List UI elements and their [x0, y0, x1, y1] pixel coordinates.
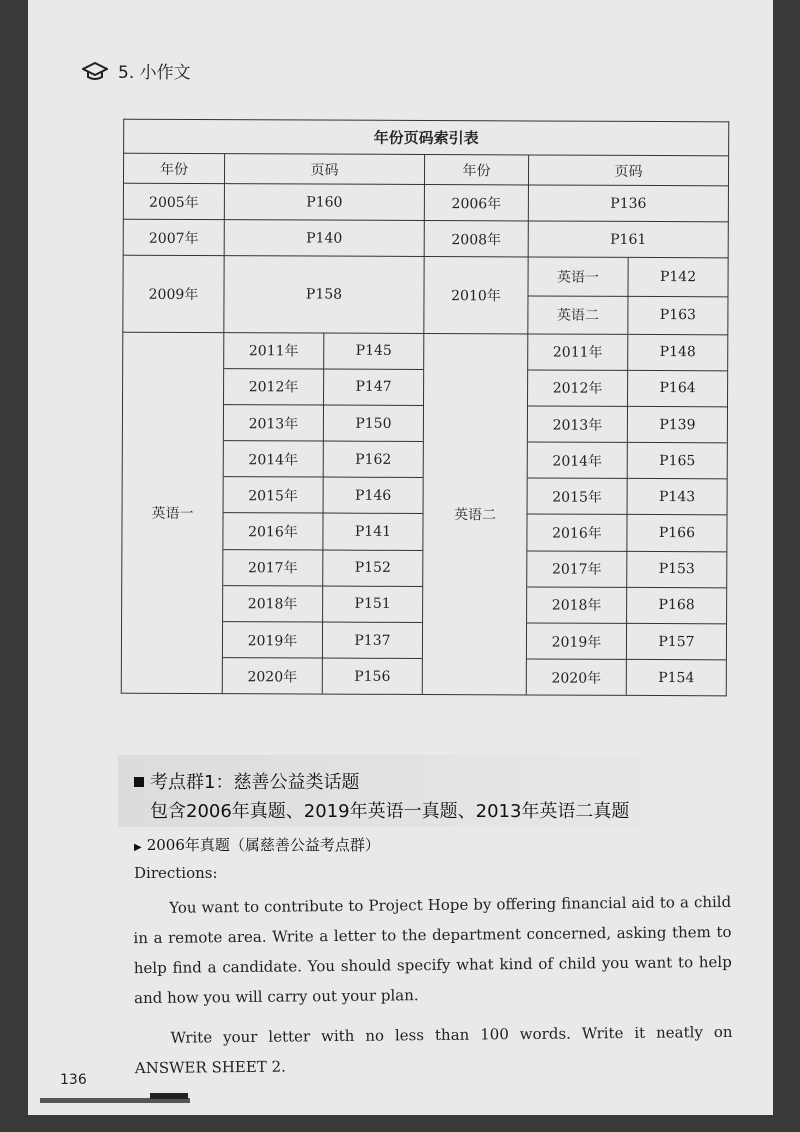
table-row — [527, 587, 726, 624]
page-cell: P153 — [627, 551, 727, 588]
year-cell: 2020年 — [527, 659, 627, 695]
year-cell: 2010年 — [424, 256, 528, 333]
year-cell: 2007年 — [123, 219, 224, 255]
exam-prompt-body — [133, 887, 733, 1083]
year-page-index-table — [121, 119, 730, 697]
page-cell: P143 — [627, 479, 727, 516]
english-one-label: 英语一 — [121, 332, 224, 693]
year-cell: 2019年 — [527, 623, 627, 660]
table-row — [528, 442, 727, 479]
page-cell: P158 — [224, 256, 424, 334]
page-cell: P164 — [628, 370, 728, 407]
table-row — [224, 368, 423, 405]
prompt-paragraph: Write your letter with no less than 100 words. Write it neatly on ANSWER SHEET 2. — [134, 1022, 733, 1078]
graduation-cap-icon — [82, 62, 108, 80]
year-cell: 2012年 — [224, 368, 324, 405]
year-cell: 2012年 — [528, 370, 628, 407]
year-cell: 2014年 — [224, 441, 324, 478]
year-cell: 2013年 — [224, 405, 324, 442]
page-number: 136 — [60, 1072, 87, 1088]
table-row — [224, 333, 423, 369]
topic-group-title — [134, 768, 359, 794]
table-row — [528, 370, 727, 407]
exam-label: 英语二 — [528, 295, 628, 333]
year-cell: 2008年 — [424, 220, 528, 256]
page-cell: P137 — [322, 622, 422, 659]
table-row — [528, 334, 727, 370]
page-cell: P166 — [627, 515, 727, 552]
year-cell: 2017年 — [527, 551, 627, 588]
page-cell: P156 — [354, 668, 391, 685]
year-cell: 2015年 — [224, 477, 324, 514]
year-cell: 2016年 — [223, 513, 323, 550]
year-cell: 2019年 — [223, 622, 323, 659]
page-cell: P136 — [528, 185, 728, 222]
page-cell: P145 — [324, 334, 424, 370]
year-cell: 2013年 — [528, 406, 628, 443]
year-2010-subtable — [528, 257, 727, 334]
table-row — [224, 441, 423, 478]
square-bullet-icon — [134, 777, 144, 787]
page-cell: P154 — [658, 669, 695, 686]
year-cell: 2011年 — [224, 333, 324, 369]
page-cell: P152 — [323, 550, 423, 587]
table-row — [223, 658, 422, 694]
page-cell: P161 — [528, 221, 728, 258]
year-cell: 2006年 — [424, 184, 528, 220]
english-two-year-list — [527, 334, 728, 695]
year-cell: 2018年 — [527, 587, 627, 624]
prompt-paragraph: You want to contribute to Project Hope by offering financial aid to a child in a remote area. Write a letter to the department concerned, asking them to help find a candidate. You should specify what kind of child you want to help and how you will carry out your plan. — [133, 892, 732, 1008]
col-header-year: 年份 — [123, 153, 224, 183]
year-cell: 2016年 — [527, 514, 627, 551]
page-cell: P146 — [323, 477, 423, 514]
exam-label: 英语一 — [528, 257, 628, 295]
year-2010-subtable-cell — [528, 257, 728, 335]
col-header-page: 页码 — [224, 154, 424, 185]
year-cell: 2011年 — [528, 334, 628, 370]
page-cell: P148 — [628, 335, 728, 371]
table-row — [527, 514, 726, 551]
table-row — [528, 406, 727, 443]
topic-group-includes: 包含2006年真题、2019年英语一真题、2013年英语二真题 — [150, 801, 630, 822]
year-cell: 2014年 — [528, 442, 628, 479]
page-cell: P162 — [323, 441, 423, 478]
table-row — [223, 585, 422, 622]
directions-label: Directions: — [134, 864, 218, 882]
year-cell: 2020年 — [223, 658, 323, 694]
page-cell: P157 — [626, 623, 726, 660]
table-row — [224, 405, 423, 442]
triangle-bullet-icon: ▶ — [134, 842, 142, 853]
exam-subheading — [134, 834, 380, 855]
page-cell: P151 — [323, 586, 423, 623]
page-cell: P141 — [323, 514, 423, 551]
year-cell: 2018年 — [223, 585, 323, 622]
footer-marker — [150, 1093, 188, 1099]
year-cell: 2009年 — [123, 255, 224, 332]
page-cell: P140 — [224, 220, 424, 257]
year-cell: 2017年 — [223, 549, 323, 586]
english-one-years-cell — [222, 333, 424, 695]
page-cell: P142 — [628, 258, 728, 296]
topic-group-title-text: 考点群1：慈善公益类话题 — [150, 772, 360, 793]
page-cell: P163 — [659, 307, 697, 324]
table-row — [223, 549, 422, 586]
table-row — [223, 622, 422, 659]
page-cell: P147 — [324, 369, 424, 406]
table-title: 年份页码索引表 — [124, 119, 729, 156]
exam-subheading-text: 2006年真题（属慈善公益考点群） — [146, 836, 380, 854]
page-cell: P150 — [323, 405, 423, 442]
year-cell: 2015年 — [528, 478, 628, 515]
section-header-title: 5. 小作文 — [118, 63, 191, 83]
page-cell: P160 — [224, 184, 424, 221]
section-header — [82, 58, 191, 83]
col-header-page: 页码 — [528, 155, 728, 186]
table-row — [224, 477, 423, 514]
english-one-year-list — [223, 333, 424, 694]
english-two-label: 英语二 — [422, 333, 528, 694]
table-row — [527, 659, 726, 695]
col-header-year: 年份 — [424, 154, 528, 184]
year-cell: 2005年 — [123, 183, 224, 219]
page-cell: P168 — [627, 587, 727, 624]
table-row — [528, 478, 727, 515]
table-row — [223, 513, 422, 550]
table-row — [527, 551, 726, 588]
page-cell: P165 — [627, 443, 727, 480]
page-cell: P139 — [627, 406, 727, 443]
table-row — [527, 623, 726, 660]
english-two-years-cell — [526, 334, 728, 696]
